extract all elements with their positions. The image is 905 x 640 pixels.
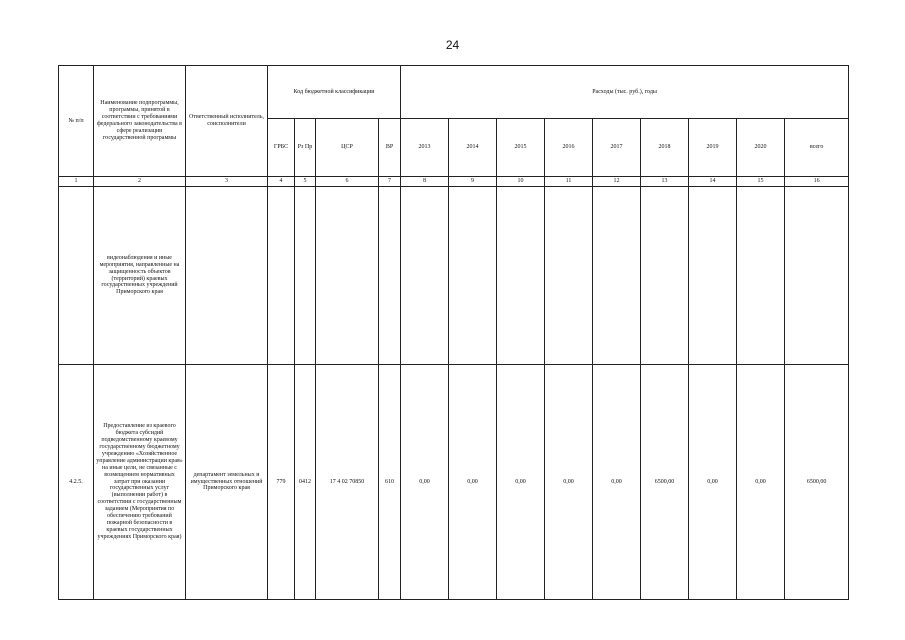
row-total: 6500,00 — [785, 365, 849, 600]
row-value: 0,00 — [689, 365, 737, 600]
column-number: 10 — [497, 177, 545, 187]
header-year: 2019 — [689, 119, 737, 177]
column-number-row — [59, 177, 849, 187]
column-number: 13 — [641, 177, 689, 187]
column-number: 16 — [785, 177, 849, 187]
header-year: 2017 — [593, 119, 641, 177]
row-grbs — [268, 187, 295, 365]
row-name: видеонаблюдения и иные мероприятия, направленные на защищенность объектов (территорий) краевых государственных учреждений Приморского края — [94, 187, 186, 365]
row-executor — [186, 187, 268, 365]
row-vr: 610 — [379, 365, 401, 600]
column-number: 7 — [379, 177, 401, 187]
row-number — [59, 187, 94, 365]
row-value — [737, 187, 785, 365]
row-name: Предоставление из краевого бюджета субсидий подведомственному краевому государственному бюджетному учреждению «Хозяйственное управление администрации края» на иные цели, не связанные с возмещением нормативных затрат при оказании государственных услуг (выполнении работ) в соответствии с государственным заданием (Мероприятия по обеспечению требований пожарной безопасности в краевых государственных учреждениях Приморского края) — [94, 365, 186, 600]
column-number: 9 — [449, 177, 497, 187]
header-csr: ЦСР — [316, 119, 379, 177]
table-row — [59, 365, 849, 600]
header-col-num: № п/п — [59, 66, 94, 177]
row-value — [497, 187, 545, 365]
row-total — [785, 187, 849, 365]
header-vr: ВР — [379, 119, 401, 177]
row-value — [593, 187, 641, 365]
row-rzpr — [295, 187, 316, 365]
column-number: 3 — [186, 177, 268, 187]
header-year: 2016 — [545, 119, 593, 177]
row-value — [545, 187, 593, 365]
column-number: 5 — [295, 177, 316, 187]
header-col-name: Наименование подпрограммы, программы, принятой в соответствии с требованиями федерального законодательства в сфере реализации государственной программы — [94, 66, 186, 177]
header-col-budget-code: Код бюджетной классификации — [268, 66, 401, 119]
column-number: 11 — [545, 177, 593, 187]
header-year: 2018 — [641, 119, 689, 177]
row-value — [401, 187, 449, 365]
column-number: 8 — [401, 177, 449, 187]
header-year: 2013 — [401, 119, 449, 177]
budget-table — [58, 65, 849, 600]
row-value: 6500,00 — [641, 365, 689, 600]
column-number: 15 — [737, 177, 785, 187]
row-rzpr: 0412 — [295, 365, 316, 600]
row-number: 4.2.5. — [59, 365, 94, 600]
row-value: 0,00 — [737, 365, 785, 600]
header-year: 2014 — [449, 119, 497, 177]
page-number: 24 — [445, 38, 460, 52]
row-value — [689, 187, 737, 365]
row-vr — [379, 187, 401, 365]
column-number: 2 — [94, 177, 186, 187]
row-value: 0,00 — [497, 365, 545, 600]
row-csr: 17 4 02 70850 — [316, 365, 379, 600]
header-grbs: ГРБС — [268, 119, 295, 177]
row-value: 0,00 — [401, 365, 449, 600]
header-total: всего — [785, 119, 849, 177]
row-grbs: 779 — [268, 365, 295, 600]
row-value: 0,00 — [449, 365, 497, 600]
row-value — [449, 187, 497, 365]
column-number: 6 — [316, 177, 379, 187]
row-executor: департамент земельных и имущественных отношений Приморского края — [186, 365, 268, 600]
row-value — [641, 187, 689, 365]
column-number: 14 — [689, 177, 737, 187]
header-year: 2020 — [737, 119, 785, 177]
header-rzpr: Рз Пр — [295, 119, 316, 177]
header-row — [59, 66, 849, 119]
table-row — [59, 187, 849, 365]
column-number: 4 — [268, 177, 295, 187]
header-col-expenses: Расходы (тыс. руб.), годы — [401, 66, 849, 119]
row-value: 0,00 — [593, 365, 641, 600]
header-year: 2015 — [497, 119, 545, 177]
row-csr — [316, 187, 379, 365]
row-value: 0,00 — [545, 365, 593, 600]
column-number: 12 — [593, 177, 641, 187]
header-col-executor: Ответственный исполнитель, соисполнители — [186, 66, 268, 177]
column-number: 1 — [59, 177, 94, 187]
